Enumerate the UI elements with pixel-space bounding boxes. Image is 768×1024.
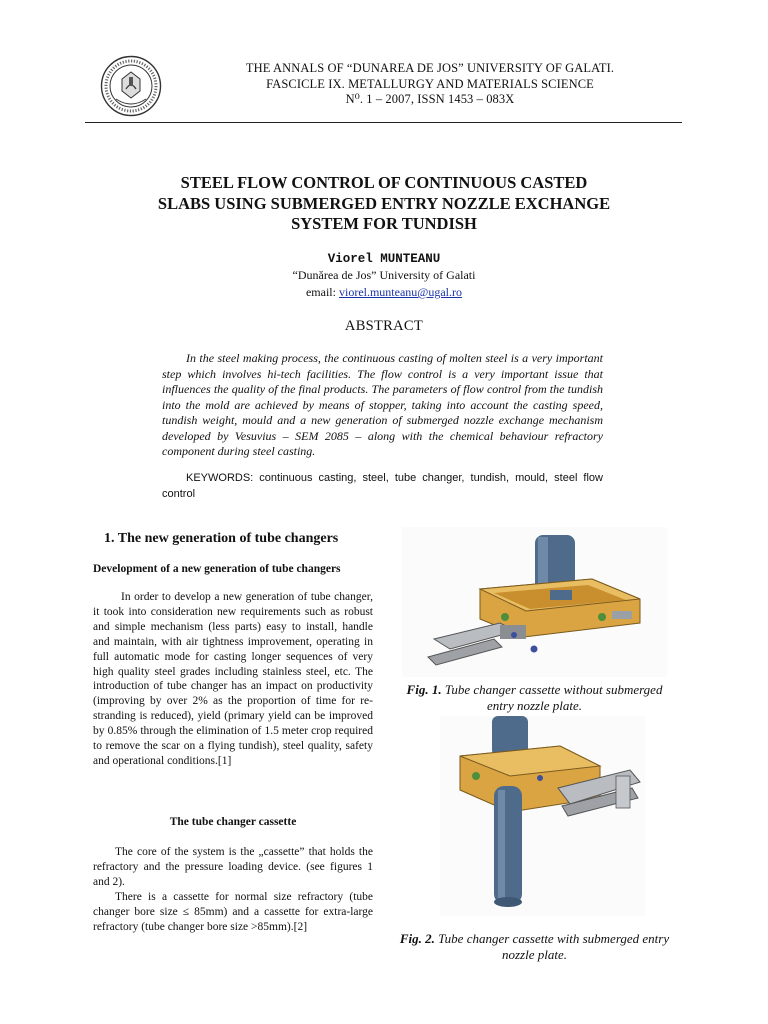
journal-header-line-1: THE ANNALS OF “DUNAREA DE JOS” UNIVERSITY OF GALATI.: [245, 61, 615, 75]
keywords: KEYWORDS: continuous casting, steel, tube changer, tundish, mould, steel flow control: [162, 472, 603, 500]
figure-2-caption-text: Tube changer cassette with submerged entry nozzle plate.: [434, 931, 670, 962]
university-seal-logo: [100, 55, 162, 117]
figure-2-caption: [392, 931, 677, 963]
journal-header-line-3: N⁰. 1 – 2007, ISSN 1453 – 083X: [345, 92, 515, 106]
journal-header: [190, 61, 670, 108]
author-name: Viorel MUNTEANU: [327, 252, 441, 266]
email-label: email:: [305, 285, 339, 299]
body-paragraph-cassette: The core of the system is the „cassette” that holds the refractory and the pressure loading device. (see figures 1 and 2).: [93, 846, 373, 888]
abstract-heading: ABSTRACT: [344, 318, 424, 334]
figure-1-caption-text: Tube changer cassette without submerged entry nozzle plate.: [441, 682, 663, 713]
paper-title-line-2: SLABS USING SUBMERGED ENTRY NOZZLE EXCHANGE: [157, 193, 611, 213]
subsection-heading-cassette: The tube changer cassette: [169, 816, 297, 828]
paper-title: [110, 173, 658, 235]
section-heading: 1. The new generation of tube changers: [104, 531, 339, 546]
abstract-text: In the steel making process, the continuous casting of molten steel is a very important step which involves hi-tech facilities. The flow control is a very important issue that influences the quality of the final products. The parameters of flow control from the tundish into the mold are achieved by means of stopper, taking into account the casting speed, tundish weight, mould and a new generation of submerged nozzle exchange mechanism developed by Vesuvius – SEM 2085 – along with the chemical behaviour refractory component during steel casting.: [162, 351, 603, 458]
body-paragraph: In order to develop a new generation of tube changer, it took into consideration new requirements such as robust and simple mechanism (less parts) easy to install, handle and maintain, with air tightness improvement, operating in full automatic mode for casting longer sequences of very high quality steel grades including stainless steel, etc. The introduction of tube changer has an impact on productivity (improving by over 2% as the proportion of time for re-stranding is reduced), yield (primary yield can be improved by 0.85% through the elimination of 1.5 meter crop required to remove the scar on a flying tundish), steel quality, safety and operational conditions.[1]: [93, 591, 373, 767]
email-link[interactable]: viorel.munteanu@ugal.ro: [338, 285, 463, 299]
figure-1-label: Fig. 1.: [406, 682, 442, 697]
figure-2-image: [440, 716, 645, 916]
author-affiliation: “Dunărea de Jos” University of Galati: [292, 268, 476, 282]
subsection-heading: Development of a new generation of tube changers: [93, 563, 341, 575]
journal-header-line-2: FASCICLE IX. METALLURGY AND MATERIALS SCIENCE: [266, 76, 594, 91]
author-email-line: [150, 285, 618, 300]
figure-1-image: [402, 527, 667, 677]
body-paragraph-sizes: There is a cassette for normal size refractory (tube changer bore size ≤ 85mm) and a cassette for extra-large refractory (tube changer bore size >85mm).[2]: [93, 891, 373, 933]
figure-2-label: Fig. 2.: [399, 931, 435, 946]
paper-title-line-1: STEEL FLOW CONTROL OF CONTINUOUS CASTED: [180, 173, 588, 192]
header-divider: [85, 122, 682, 123]
paper-title-line-3: SYSTEM FOR TUNDISH: [291, 214, 477, 233]
figure-1-caption: [392, 682, 677, 714]
